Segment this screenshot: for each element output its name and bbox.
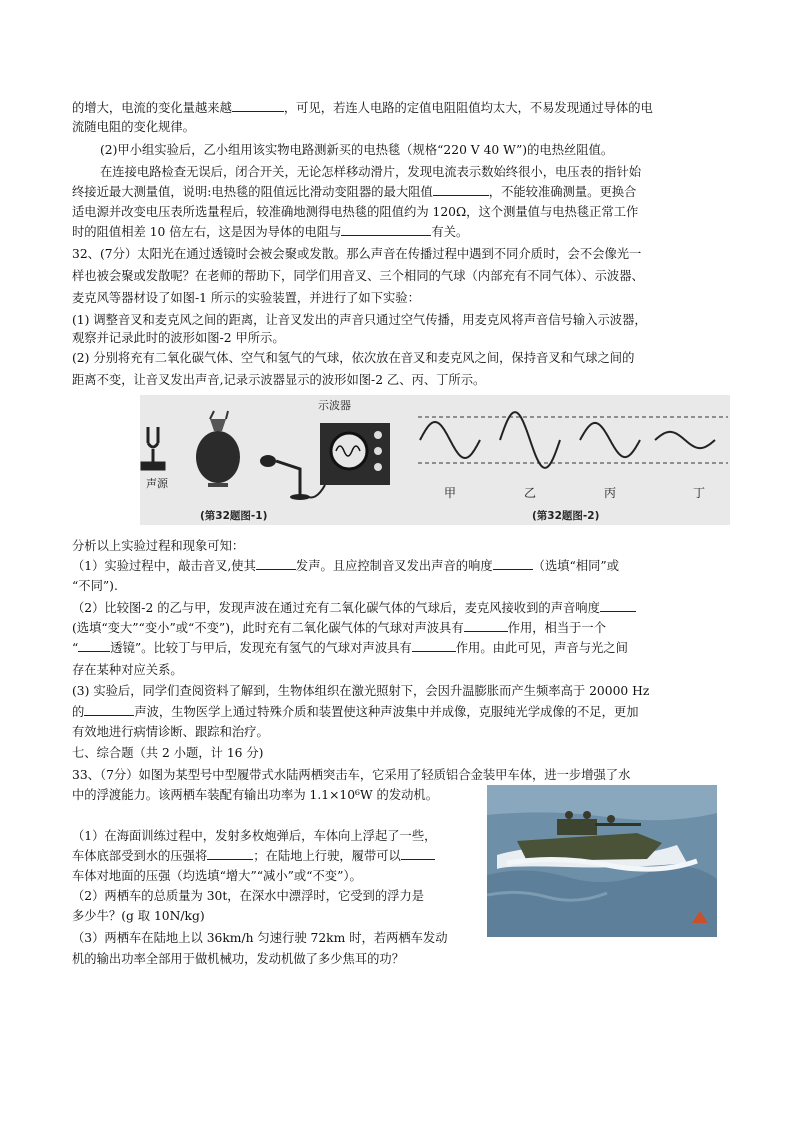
oscilloscope-label: 示波器 <box>318 399 351 412</box>
text-segment: 有关。 <box>431 225 469 239</box>
text-line <box>72 312 647 328</box>
answer-blank <box>600 600 636 612</box>
text-segment: 发声。且应控制音叉发出声音的响度 <box>295 559 493 573</box>
figure-32-svg <box>140 395 730 525</box>
answer-blank <box>232 100 284 112</box>
text-segment: （2）两栖车的总质量为 30t，在深水中漂浮时，它受到的浮力是 <box>72 889 425 903</box>
answer-blank <box>341 224 431 236</box>
answer-blank <box>84 704 134 716</box>
answer-blank <box>401 848 435 860</box>
answer-blank <box>433 184 489 196</box>
text-line <box>72 724 269 740</box>
text-segment: （1）在海面训练过程中，发射多枚炮弹后，车体向上浮起了一些， <box>72 829 437 843</box>
text-segment: 距离不变，让音叉发出声音,记录示波器显示的波形如图-2 乙、丙、丁所示。 <box>72 373 486 387</box>
text-line <box>72 828 436 844</box>
text-line <box>72 350 634 366</box>
text-segment: 中的浮渡能力。该两栖车装配有输出功率为 1.1×10⁶W 的发动机。 <box>72 788 439 802</box>
answer-blank <box>412 640 456 652</box>
text-line <box>72 290 420 306</box>
text-segment: “不同”). <box>72 579 118 593</box>
text-segment: 终接近最大测量值，说明:电热毯的阻值远比滑动变阻器的最大阻值 <box>72 185 433 199</box>
answer-blank <box>256 558 296 570</box>
text-line <box>72 640 628 656</box>
text-line <box>72 787 438 803</box>
wave-label: 甲 <box>444 486 457 500</box>
text-line <box>72 704 639 720</box>
text-line <box>72 745 263 761</box>
microphone-icon <box>260 455 325 500</box>
text-line <box>72 372 485 388</box>
text-line <box>72 888 424 904</box>
text-line <box>72 119 195 135</box>
text-segment: （1）实验过程中，敲击音叉,使其 <box>72 559 256 573</box>
text-segment: 流随电阻的变化规律。 <box>72 120 195 134</box>
waveforms <box>420 412 715 500</box>
text-segment: 声波，生物医学上通过特殊介质和装置使这种声波集中并成像，克服纯光学成像的不足，更加 <box>134 705 639 719</box>
text-line <box>100 164 641 180</box>
text-segment: 机的输出功率全部用于做机械功，发动机做了多少焦耳的功？ <box>72 952 405 966</box>
text-segment: 车体底部受到水的压强将 <box>72 849 208 863</box>
waveform-0 <box>420 422 480 458</box>
text-line <box>72 683 649 699</box>
text-segment: 适电源并改变电压表所选量程后，较准确地测得电热毯的阻值约为 120Ω，这个测量值与电热毯正常工作 <box>72 205 639 219</box>
text-segment: 在连接电路检查无误后，闭合开关，无论怎样移动滑片，发现电流表示数始终很小，电压表的指针始 <box>100 165 642 179</box>
text-segment: （3）两栖车在陆地上以 36km/h 匀速行驶 72km 时，若两栖车发动 <box>72 931 448 945</box>
answer-blank <box>464 620 508 632</box>
figure-32 <box>140 395 730 525</box>
text-line <box>72 330 285 346</box>
text-line <box>72 538 244 554</box>
text-segment: 麦克风等器材设了如图-1 所示的实验装置，并进行了如下实验： <box>72 291 420 305</box>
text-segment: 作用，相当于一个 <box>507 621 607 635</box>
wave-label: 丁 <box>693 486 706 500</box>
answer-blank <box>493 558 533 570</box>
text-segment: 存在某种对应关系。 <box>72 663 183 677</box>
text-segment: 有效地进行病情诊断、跟踪和治疗。 <box>72 725 269 739</box>
oscilloscope-icon <box>320 423 390 485</box>
text-segment: (1) 调整音叉和麦克风之间的距离，让音叉发出的声音只通过空气传播，用麦克风将声音信号输入示波器， <box>72 313 647 327</box>
answer-blank <box>78 640 110 652</box>
text-segment: ，可见，若连人电路的定值电阻阻值均太大，不易发现通过导体的电 <box>283 101 653 115</box>
answer-blank <box>207 848 253 860</box>
text-segment: 七、综合题（共 2 小题，计 16 分) <box>72 746 264 760</box>
text-segment: (3) 实验后，同学们查阅资料了解到，生物体组织在激光照射下，会因升温膨胀而产生频率高于 20000 Hz <box>72 684 650 698</box>
text-line <box>72 848 435 864</box>
text-segment: 32、(7分）太阳光在通过透镜时会被会聚或发散。那么声音在传播过程中遇到不同介质时，会不会像光一 <box>72 247 642 261</box>
text-line <box>72 246 641 262</box>
text-segment: 观察并记录此时的波形如图-2 甲所示。 <box>72 331 285 345</box>
text-segment: (选填“变大”“变小”或“不变”)，此时充有二氧化碳气体的气球对声波具有 <box>72 621 464 635</box>
text-line <box>72 578 118 594</box>
text-line <box>72 224 468 240</box>
text-segment: 33、（7分）如图为某型号中型履带式水陆两栖突击车，它采用了轻质铝合金装甲车体，进一步增强了水 <box>72 768 631 782</box>
text-segment: 的增大，电流的变化量越来越 <box>72 101 232 115</box>
text-line <box>72 558 619 574</box>
fig2-caption: (第32题图-2) <box>532 510 600 522</box>
text-segment: 样也被会聚或发散呢？在老师的帮助下，同学们用音叉、三个相同的气球（内部充有不同气体）、示波器、 <box>72 269 644 283</box>
text-segment: 多少牛？(g 取 10N/kg) <box>72 909 205 923</box>
text-segment: 分析以上实验过程和现象可知： <box>72 539 245 553</box>
text-line <box>72 268 644 284</box>
text-segment: 车体对地面的压强（均选填“增大”“减小”或“不变”）。 <box>72 869 362 883</box>
waveform-2 <box>580 423 640 457</box>
text-segment: （2）比较图-2 的乙与甲，发现声波在通过充有二氧化碳气体的气球后，麦克风接收到的声音响度 <box>72 601 600 615</box>
wave-label: 乙 <box>524 486 537 500</box>
text-segment: 的 <box>72 705 85 719</box>
text-segment: ，不能较准确测量。更换合 <box>488 185 637 199</box>
waveform-1 <box>500 412 560 468</box>
text-line <box>72 600 636 616</box>
text-line <box>72 908 205 924</box>
text-line <box>72 620 606 636</box>
source-label: 声源 <box>146 477 168 490</box>
text-segment: (2) 分别将充有二氧化碳气体、空气和氢气的气球，依次放在音叉和麦克风之间，保持音叉和气球之间的 <box>72 351 635 365</box>
text-line <box>72 951 404 967</box>
text-line <box>72 930 448 946</box>
text-segment: ；在陆地上行驶，履带可以 <box>253 849 401 863</box>
text-line <box>72 868 362 884</box>
text-segment: （选填“相同”或 <box>532 559 620 573</box>
amphibious-vehicle-photo <box>487 785 717 937</box>
text-segment: “ <box>72 641 79 655</box>
text-line <box>72 100 653 116</box>
text-line <box>72 204 638 220</box>
amphibious-vehicle-svg <box>487 785 717 937</box>
text-segment: (2)甲小组实验后，乙小组用该实物电路测新买的电热毯（规格“220 V 40 W”)的电热丝阻值。 <box>100 143 614 157</box>
fig1-caption: (第32题图-1) <box>200 510 268 522</box>
text-segment: 作用。由此可见，声音与光之间 <box>455 641 628 655</box>
text-line <box>100 142 613 158</box>
text-segment: 时的阻值相差 10 倍左右，这是因为导体的电阻与 <box>72 225 342 239</box>
text-segment: 透镜”。比较丁与甲后，发现充有氢气的气球对声波具有 <box>110 641 412 655</box>
text-line <box>72 184 636 200</box>
waveform-3 <box>655 432 715 448</box>
tuning-fork-icon <box>142 427 164 469</box>
balloon-icon <box>196 411 240 487</box>
text-line <box>72 767 630 783</box>
text-line <box>72 662 183 678</box>
wave-label: 丙 <box>604 486 617 500</box>
